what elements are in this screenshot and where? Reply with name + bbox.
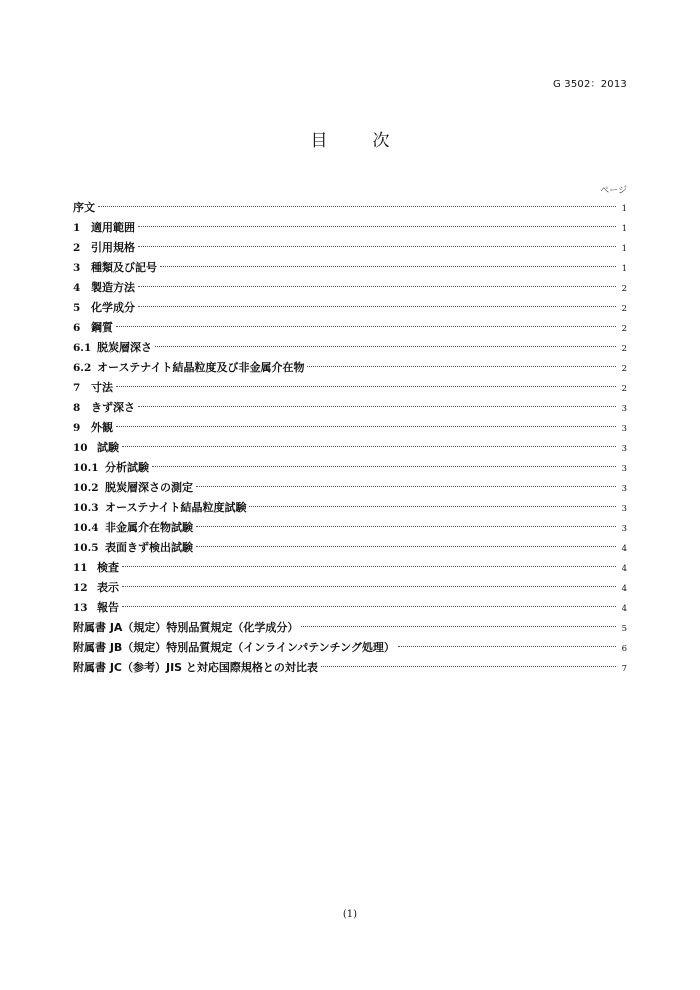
toc-entry-title: オーステナイト結晶粒度及び非金属介在物 [97, 361, 305, 374]
toc-entry-number: 6.1 [73, 342, 92, 354]
toc-entry-number: 5 [73, 302, 81, 314]
dot-leader [122, 586, 616, 587]
dot-leader [398, 646, 616, 647]
toc-entry-page: 3 [621, 424, 627, 434]
toc-entry-number: 10.1 [73, 462, 99, 474]
toc-entry[interactable] [73, 478, 627, 498]
toc-entry[interactable] [73, 638, 627, 658]
toc-entry-title: 鋼質 [91, 321, 113, 334]
toc-entry-title: 外観 [91, 421, 113, 434]
dot-leader [116, 426, 616, 427]
dot-leader [249, 506, 616, 507]
toc-entry-page: 2 [621, 384, 627, 394]
toc-entry-page: 7 [621, 664, 627, 674]
toc-entry[interactable] [73, 518, 627, 538]
toc-entry-number: 12 [73, 582, 88, 594]
dot-leader [196, 486, 616, 487]
toc-entry-title: 序文 [73, 201, 95, 214]
toc-entry-page: 2 [621, 304, 627, 314]
toc-entry-title: 寸法 [91, 381, 113, 394]
toc-entry-number: 10 [73, 442, 88, 454]
toc-entry-page: 3 [621, 484, 627, 494]
toc-entry-page: 2 [621, 364, 627, 374]
dot-leader [155, 346, 616, 347]
toc-entry-page: 4 [621, 584, 627, 594]
toc-entry[interactable] [73, 198, 627, 218]
toc-entry-title: オーステナイト結晶粒度試験 [105, 501, 247, 514]
dot-leader [160, 266, 616, 267]
document-number: G 3502：2013 [552, 79, 627, 90]
toc-entry[interactable] [73, 278, 627, 298]
toc-entry-number: 2 [73, 242, 81, 254]
toc-entry-number: 10.5 [73, 542, 99, 554]
toc-entry[interactable] [73, 658, 627, 678]
toc-entry-page: 3 [621, 464, 627, 474]
dot-leader [116, 326, 616, 327]
toc-entry-number: 10.2 [73, 482, 99, 494]
toc-entry-page: 3 [621, 504, 627, 514]
toc-entry[interactable] [73, 578, 627, 598]
toc-entry-number: 10.4 [73, 522, 99, 534]
toc-entry-page: 4 [621, 564, 627, 574]
dot-leader [138, 406, 616, 407]
toc-entry[interactable] [73, 318, 627, 338]
toc-entry-page: 5 [621, 624, 627, 634]
toc-entry-page: 1 [621, 224, 627, 234]
toc-entry-title: 試験 [97, 441, 119, 454]
toc-entry[interactable] [73, 438, 627, 458]
page-number-footer: (1) [342, 909, 358, 920]
dot-leader [138, 306, 616, 307]
toc-entry-number: 13 [73, 602, 88, 614]
dot-leader [98, 206, 616, 207]
toc-entry-title: 附属書 JC（参考）JIS と対応国際規格との対比表 [73, 661, 318, 674]
toc-entry-title: 引用規格 [91, 241, 135, 254]
toc-entry-page: 3 [621, 404, 627, 414]
toc-entry-page: 4 [621, 604, 627, 614]
page-title: 目 次 [310, 131, 404, 151]
toc-entry[interactable] [73, 498, 627, 518]
toc-entry[interactable] [73, 418, 627, 438]
toc-entry-number: 7 [73, 382, 81, 394]
dot-leader [321, 666, 616, 667]
dot-leader [152, 466, 616, 467]
toc-entry-title: 製造方法 [91, 281, 135, 294]
dot-leader [138, 286, 616, 287]
toc-entry[interactable] [73, 458, 627, 478]
table-of-contents [73, 198, 627, 678]
toc-entry-title: 分析試験 [105, 461, 149, 474]
toc-entry-page: 2 [621, 284, 627, 294]
toc-entry[interactable] [73, 238, 627, 258]
toc-entry[interactable] [73, 598, 627, 618]
dot-leader [116, 386, 616, 387]
toc-entry-number: 1 [73, 222, 81, 234]
dot-leader [307, 366, 616, 367]
dot-leader [122, 566, 616, 567]
toc-entry[interactable] [73, 398, 627, 418]
toc-entry-title: 報告 [97, 601, 119, 614]
dot-leader [138, 226, 616, 227]
toc-entry-title: 脱炭層深さ [97, 341, 152, 354]
toc-entry-number: 6 [73, 322, 81, 334]
toc-entry-page: 3 [621, 444, 627, 454]
toc-entry-number: 3 [73, 262, 81, 274]
toc-entry-title: 表面きず検出試験 [105, 541, 193, 554]
dot-leader [138, 246, 616, 247]
page-column-label: ページ [600, 186, 627, 196]
toc-entry-page: 4 [621, 544, 627, 554]
toc-entry[interactable] [73, 358, 627, 378]
toc-entry-number: 9 [73, 422, 81, 434]
toc-entry-page: 1 [621, 204, 627, 214]
dot-leader [196, 546, 616, 547]
toc-entry-title: 適用範囲 [91, 221, 135, 234]
toc-entry[interactable] [73, 258, 627, 278]
toc-entry[interactable] [73, 538, 627, 558]
toc-entry-number: 11 [73, 562, 88, 574]
toc-entry-number: 8 [73, 402, 81, 414]
toc-entry-number: 10.3 [73, 502, 99, 514]
toc-entry-title: 附属書 JA（規定）特別品質規定（化学成分） [73, 621, 299, 634]
toc-entry-title: 種類及び記号 [91, 261, 157, 274]
toc-entry-title: 検査 [97, 561, 119, 574]
dot-leader [196, 526, 616, 527]
toc-entry-page: 1 [621, 264, 627, 274]
toc-entry-title: きず深さ [91, 401, 135, 414]
toc-entry[interactable] [73, 218, 627, 238]
toc-entry-title: 非金属介在物試験 [105, 521, 193, 534]
toc-entry-page: 1 [621, 244, 627, 254]
toc-entry-page: 6 [621, 644, 627, 654]
toc-entry[interactable] [73, 298, 627, 318]
toc-entry-title: 附属書 JB（規定）特別品質規定（インラインパテンチング処理） [73, 641, 395, 654]
dot-leader [301, 626, 616, 627]
dot-leader [122, 446, 616, 447]
toc-entry-number: 6.2 [73, 362, 92, 374]
toc-entry-page: 2 [621, 344, 627, 354]
toc-entry[interactable] [73, 338, 627, 358]
toc-entry-page: 2 [621, 324, 627, 334]
toc-entry-title: 脱炭層深さの測定 [105, 481, 193, 494]
toc-entry[interactable] [73, 558, 627, 578]
toc-entry-page: 3 [621, 524, 627, 534]
toc-entry-number: 4 [73, 282, 81, 294]
dot-leader [122, 606, 616, 607]
toc-entry[interactable] [73, 618, 627, 638]
toc-entry-title: 表示 [97, 581, 119, 594]
toc-entry-title: 化学成分 [91, 301, 135, 314]
toc-entry[interactable] [73, 378, 627, 398]
